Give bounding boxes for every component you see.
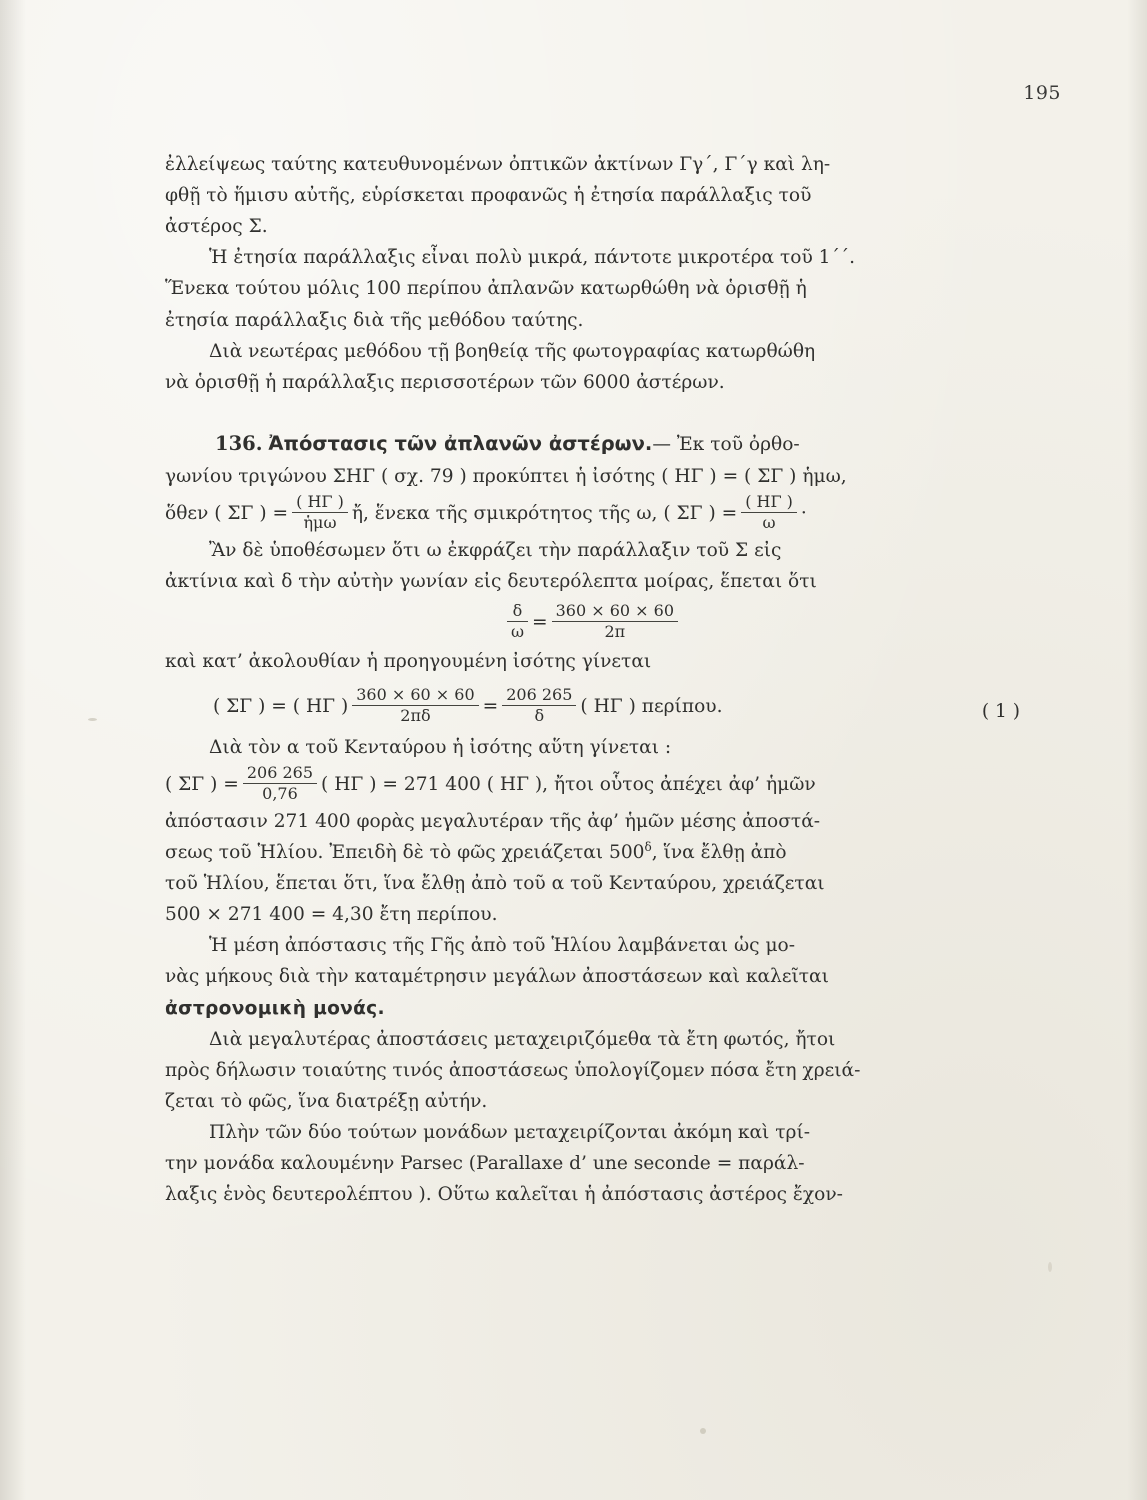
paragraph-line-part: σεως τοῦ Ἡλίου. Ἐπειδὴ δὲ τὸ φῶς χρειάζεται 500 — [165, 841, 645, 863]
fraction-numerator: 360 × 60 × 60 — [352, 686, 478, 706]
paragraph-line: Ἡ ἐτησία παράλλαξις εἶναι πολὺ μικρά, πάντοτε μικροτέρα τοῦ 1΄΄. — [209, 247, 856, 269]
equation-prefix: ( ΣΓ ) = ( ΗΓ ) — [213, 695, 349, 717]
fraction — [243, 764, 317, 804]
paragraph-line: νὰς μήκους διὰ τὴν καταμέτρησιν μεγάλων ἀποστάσεων καὶ καλεῖται — [165, 966, 829, 988]
formula-middle: ἤ, ἕνεκα τῆς σμικρότητος τῆς ω, ( ΣΓ ) = — [351, 502, 738, 524]
term-astronomical-unit: ἀστρονομικὴ μονάς. — [165, 997, 385, 1019]
fraction-numerator: ( ΗΓ ) — [741, 493, 797, 513]
paragraph-line: Ἂν δὲ ὑποθέσωμεν ὅτι ω ἐκφράζει τὴν παράλλαξιν τοῦ Σ εἰς — [209, 539, 782, 561]
paper-speck — [88, 718, 97, 721]
fraction-denominator: ἡμω — [303, 513, 337, 533]
paragraph-line: Διὰ μεγαλυτέρας ἀποστάσεις μεταχειριζόμεθα τὰ ἔτη φωτός, ἤτοι — [209, 1028, 836, 1050]
display-equation-1-row — [165, 684, 1020, 727]
fraction — [552, 602, 678, 642]
fraction-numerator: δ — [507, 602, 528, 622]
fraction-numerator: 206 265 — [502, 686, 576, 706]
paragraph-line: τοῦ Ἡλίου, ἕπεται ὅτι, ἵνα ἔλθῃ ἀπὸ τοῦ α τοῦ Κενταύρου, χρειάζεται — [165, 873, 825, 895]
fraction — [292, 493, 348, 533]
paragraph-line: νὰ ὁρισθῇ ἡ παράλλαξις περισσοτέρων τῶν 6000 ἀστέρων. — [165, 371, 725, 393]
paragraph-line: ἀπόστασιν 271 400 φορὰς μεγαλυτέραν τῆς ἀφ’ ἡμῶν μέσης ἀποστά- — [165, 810, 821, 832]
fraction-denominator: ω — [510, 622, 525, 642]
fraction — [502, 686, 576, 726]
page-left-shadow — [0, 0, 26, 1500]
paper-speck — [700, 1428, 706, 1434]
paragraph-line: ἐλλείψεως ταύτης κατευθυνομένων ὀπτικῶν ἀκτίνων Γγ΄, Γ΄γ καὶ λη- — [165, 154, 831, 175]
paragraph-line: Πλὴν τῶν δύο τούτων μονάδων μεταχειρίζονται ἀκόμη καὶ τρί- — [209, 1121, 811, 1143]
paragraph-line: ἀκτίνια καὶ δ τὴν αὐτὴν γωνίαν εἰς δευτερόλεπτα μοίρας, ἕπεται ὅτι — [165, 570, 817, 592]
fraction — [352, 686, 478, 726]
fraction-denominator: 0,76 — [262, 784, 298, 804]
paragraph-line: πρὸς δήλωσιν τοιαύτης τινός ἀποστάσεως ὑπολογίζομεν πόσα ἔτη χρειά- — [165, 1059, 861, 1081]
paragraph-line: ἐτησία παράλλαξις διὰ τῆς μεθόδου ταύτης. — [165, 309, 584, 331]
paragraph-line: Ἕνεκα τούτου μόλις 100 περίπου ἀπλανῶν κατωρθώθη νὰ ὁρισθῇ ἡ — [165, 278, 807, 300]
page-number: 195 — [1023, 82, 1061, 104]
paragraph-line: λαξις ἑνὸς δευτερολέπτου ). Οὕτω καλεῖται ἡ ἀπόστασις ἀστέρος ἔχον- — [165, 1184, 843, 1206]
equation-suffix: ( ΗΓ ) = 271 400 ( ΗΓ ), ἤτοι οὗτος ἀπέχει ἀφ’ ἡμῶν — [321, 773, 816, 795]
superscript-days: δ — [644, 839, 652, 854]
fraction-denominator: ω — [762, 513, 776, 533]
equals-sign: = — [482, 695, 499, 717]
paper-speck — [1048, 1262, 1052, 1272]
paragraph-line: Διὰ νεωτέρας μεθόδου τῇ βοηθείᾳ τῆς φωτογραφίας κατωρθώθη — [209, 340, 816, 362]
paragraph-line: την μονάδα καλουμένην Parsec (Parallaxe d’ une seconde = παράλ- — [165, 1153, 805, 1175]
equation-number: ( 1 ) — [981, 700, 1020, 722]
section-heading — [165, 428, 1020, 460]
display-equation-delta-omega — [165, 603, 1020, 643]
section-number: 136. — [215, 431, 263, 455]
paragraph-line: 500 × 271 400 = 4,30 ἔτη περίπου. — [165, 904, 498, 926]
paragraph-line-part: , ἵνα ἔλθῃ ἀπὸ — [651, 841, 787, 863]
fraction-denominator: δ — [534, 706, 545, 726]
display-equation-alpha-centauri — [165, 762, 1020, 805]
formula-suffix: · — [800, 502, 807, 524]
section-heading-tail: — Ἐκ τοῦ ὀρθο- — [652, 433, 800, 455]
paragraph-line: φθῇ τὸ ἥμισυ αὐτῆς, εὑρίσκεται προφανῶς ἡ ἐτησία παράλλαξις τοῦ — [165, 185, 812, 207]
formula-line-sigma-gamma — [165, 494, 1020, 534]
fraction — [507, 602, 528, 642]
paragraph-line: γωνίου τριγώνου ΣΗΓ ( σχ. 79 ) προκύπτει ἡ ἰσότης ( ΗΓ ) = ( ΣΓ ) ἡμω, — [165, 465, 847, 487]
fraction — [741, 493, 797, 533]
fraction-numerator: 360 × 60 × 60 — [552, 602, 678, 622]
display-equation-1 — [165, 684, 1020, 727]
section-title: Ἀπόστασις τῶν ἀπλανῶν ἀστέρων. — [268, 431, 653, 455]
fraction-denominator: 2πδ — [400, 706, 431, 726]
paragraph-line — [165, 838, 1020, 868]
page-body — [165, 150, 1020, 1211]
formula-prefix: ὅθεν ( ΣΓ ) = — [165, 502, 289, 524]
paragraph-line: Διὰ τὸν α τοῦ Κενταύρου ἡ ἰσότης αὕτη γίνεται : — [209, 736, 672, 758]
paragraph-line: ζεται τὸ φῶς, ἵνα διατρέξῃ αὐτήν. — [165, 1090, 488, 1112]
page-right-shadow — [1127, 0, 1147, 1500]
paragraph-line: Ἡ μέση ἀπόστασις τῆς Γῆς ἀπὸ τοῦ Ἡλίου λαμβάνεται ὡς μο- — [209, 935, 796, 957]
fraction-numerator: ( ΗΓ ) — [292, 493, 348, 513]
fraction-denominator: 2π — [604, 622, 626, 642]
equals-sign: = — [532, 611, 548, 633]
equation-prefix: ( ΣΓ ) = — [165, 773, 239, 795]
paragraph-line: καὶ κατ’ ἀκολουθίαν ἡ προηγουμένη ἰσότης γίνεται — [165, 650, 652, 672]
fraction-numerator: 206 265 — [243, 764, 317, 784]
paragraph-line: ἀστέρος Σ. — [165, 216, 268, 238]
equation-suffix: ( ΗΓ ) περίπου. — [580, 695, 723, 717]
